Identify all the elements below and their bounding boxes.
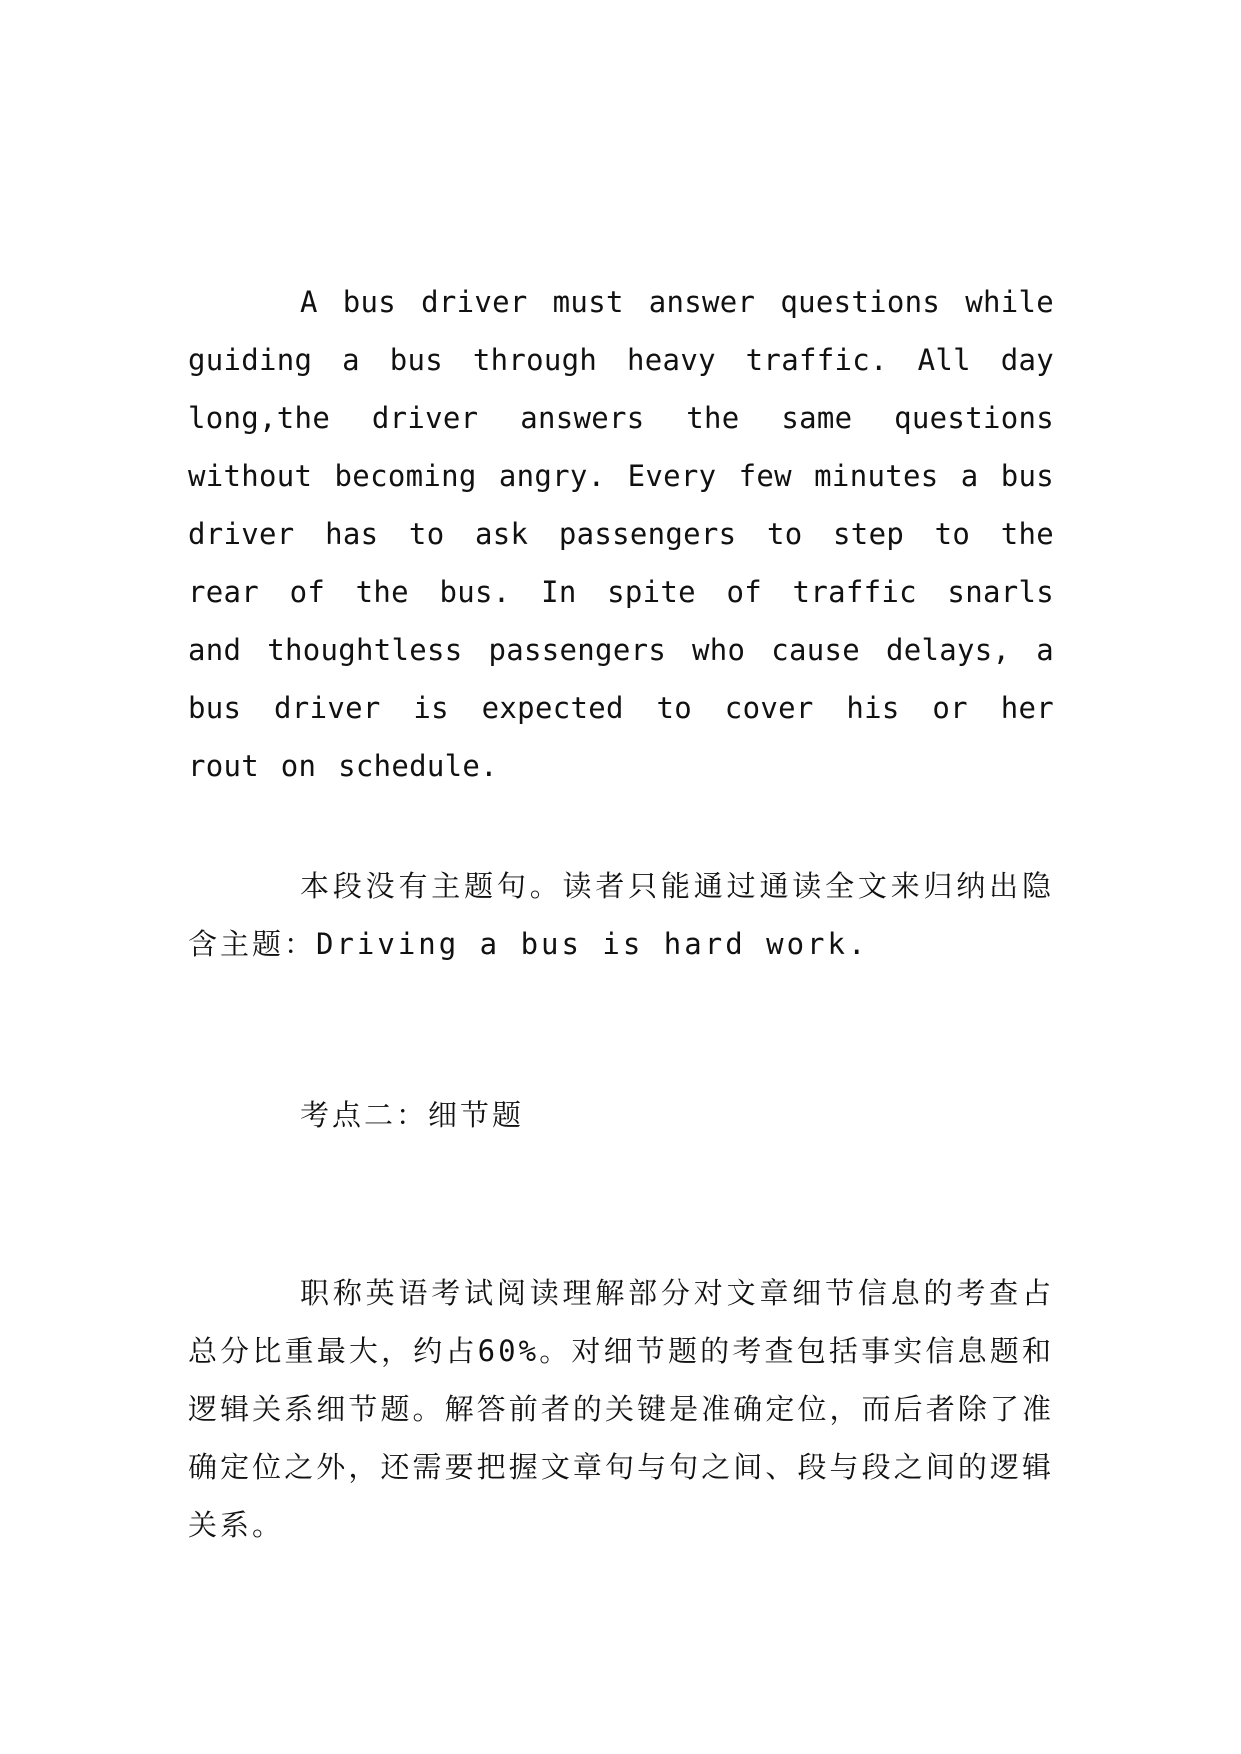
detail-explanation-paragraph: 职称英语考试阅读理解部分对文章细节信息的考查占总分比重最大，约占60%。对细节题的考查包括事实信息题和逻辑关系细节题。解答前者的关键是准确定位，而后者除了准确定位之外，还需要把握文章句与句之间、段与段之间的逻辑关系。 [188,1276,1054,1542]
english-passage-paragraph: A bus driver must answer questions while guiding a bus through heavy traffic. All day long,the driver answers the same questions without becoming angry. Every few minutes a bus driver has to ask passengers to step to the rear of the bus. In spite of traffic snarls and thoughtless passengers who cause delays, a bus driver is expected to cover his or her rout on schedule. [188,285,1054,783]
summary-note-paragraph: 本段没有主题句。读者只能通过通读全文来归纳出隐含主题：Driving a bus is hard work. [188,869,1054,961]
section-heading: 考点二：细节题 [300,1098,525,1132]
